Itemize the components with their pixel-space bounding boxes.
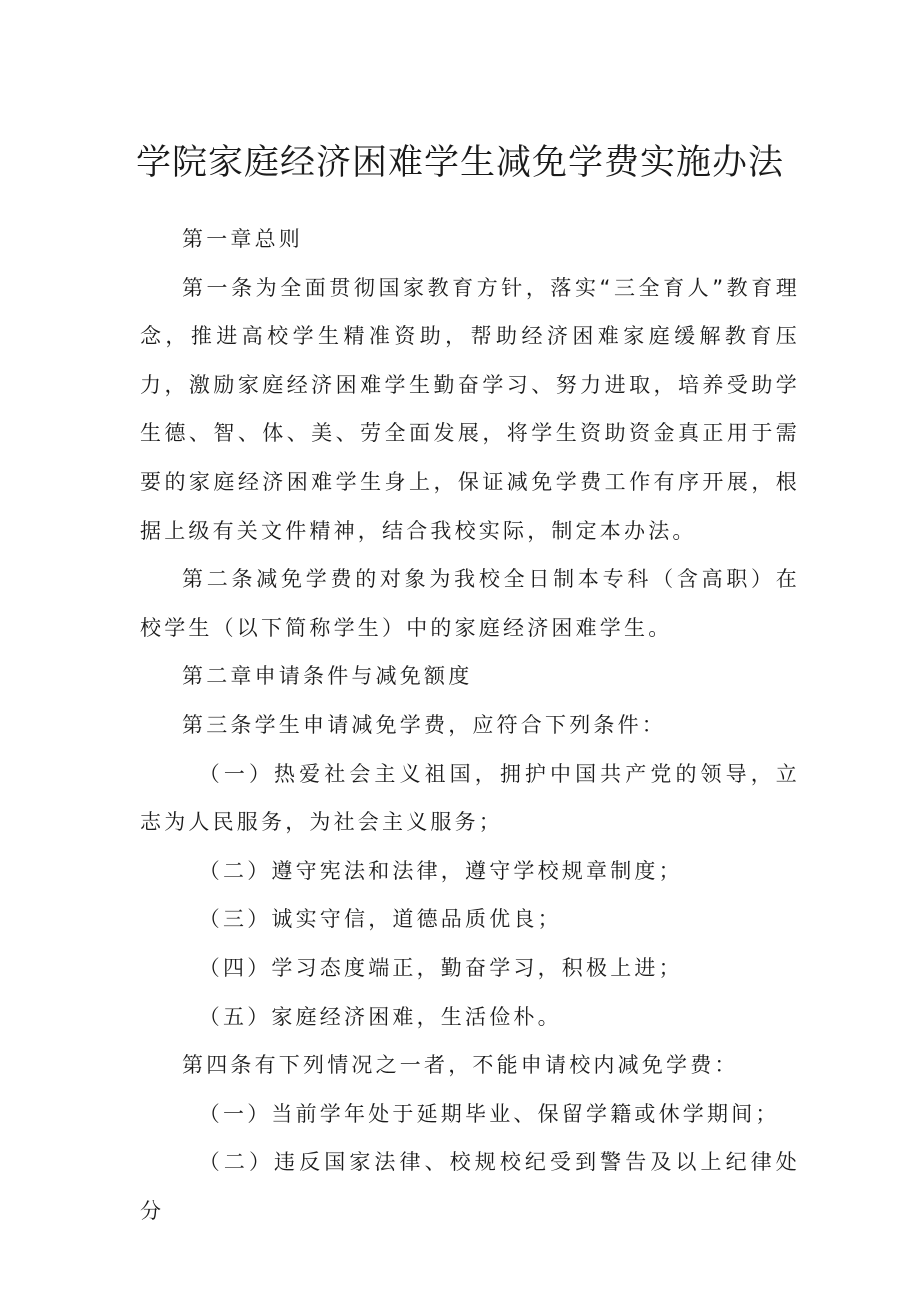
article-paragraph: 第一条为全面贯彻国家教育方针，落实“三全育人”教育理念，推进高校学生精准资助，帮助经济困难家庭缓解教育压力，激励家庭经济困难学生勤奋学习、努力进取，培养受助学生德、智、体、美、劳全面发展，将学生资助资金真正用于需要的家庭经济困难学生身上，保证减免学费工作有序开展，根据上级有关文件精神，结合我校实际，制定本办法。: [140, 275, 800, 543]
list-item: （二）违反国家法律、校规校纪受到警告及以上纪律处分: [140, 1150, 800, 1223]
document-title: 学院家庭经济困难学生减免学费实施办法: [135, 143, 784, 183]
list-item: （二）遵守宪法和法律，遵守学校规章制度；: [198, 858, 683, 883]
article-paragraph: 第二条减免学费的对象为我校全日制本专科（含高职）在校学生（以下简称学生）中的家庭经济困难学生。: [140, 567, 800, 640]
article-paragraph: 第四条有下列情况之一者，不能申请校内减免学费：: [182, 1053, 739, 1078]
list-item: （一）当前学年处于延期毕业、保留学籍或休学期间；: [198, 1101, 780, 1126]
list-item: （五）家庭经济困难，生活俭朴。: [198, 1004, 562, 1029]
document-body: [140, 215, 800, 1235]
article-paragraph: 第三条学生申请减免学费，应符合下列条件：: [182, 712, 666, 737]
chapter-heading: 第二章申请条件与减免额度: [182, 664, 473, 689]
chapter-heading: 第一章总则: [182, 227, 303, 251]
list-item: （三）诚实守信，道德品质优良；: [198, 907, 562, 932]
list-item: （四）学习态度端正，勤奋学习，积极上进；: [198, 955, 683, 980]
list-item: （一）热爱社会主义祖国，拥护中国共产党的领导，立志为人民服务，为社会主义服务；: [140, 761, 800, 835]
